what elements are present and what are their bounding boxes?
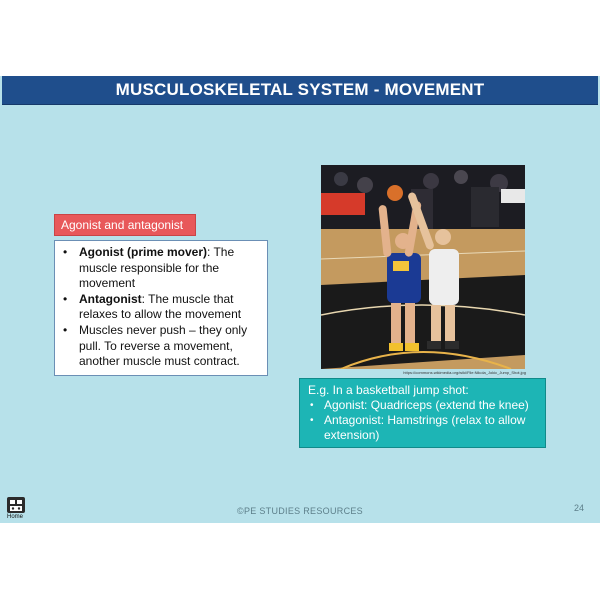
image-credit: https://commons.wikimedia.org/wiki/File:Nikola_Jokic_Jump_Shot.jpg bbox=[403, 370, 526, 375]
bullet-term: Antagonist bbox=[79, 291, 142, 306]
definition-box bbox=[54, 240, 268, 376]
example-item-antagonist: • Antagonist: Hamstrings (relax to allow extension) bbox=[324, 413, 537, 443]
example-heading: E.g. In a basketball jump shot: bbox=[308, 383, 469, 397]
bullet-text: : The muscle that relaxes to allow the movement bbox=[79, 291, 242, 322]
section-label: Agonist and antagonist bbox=[54, 214, 196, 236]
example-box bbox=[299, 378, 546, 448]
example-item-agonist: • Agonist: Quadriceps (extend the knee) bbox=[324, 398, 537, 413]
basketball-photo bbox=[321, 165, 525, 369]
bullet-antagonist bbox=[79, 292, 261, 323]
slide bbox=[0, 76, 600, 523]
page-number: 24 bbox=[573, 503, 584, 513]
home-label: Home bbox=[7, 514, 24, 520]
slide-title: MUSCULOSKELETAL SYSTEM - MOVEMENT bbox=[2, 76, 598, 105]
footer-copyright: ©PE STUDIES RESOURCES bbox=[237, 506, 363, 516]
bullet-text: : The muscle responsible for the movement bbox=[79, 245, 235, 291]
bullet-muscles-pull bbox=[79, 323, 261, 370]
bullet-agonist bbox=[79, 245, 261, 292]
bullet-term: Agonist (prime mover) bbox=[79, 245, 208, 259]
bullet-text: Muscles never push – they only pull. To reverse a movement, another muscle must contract. bbox=[79, 322, 248, 369]
